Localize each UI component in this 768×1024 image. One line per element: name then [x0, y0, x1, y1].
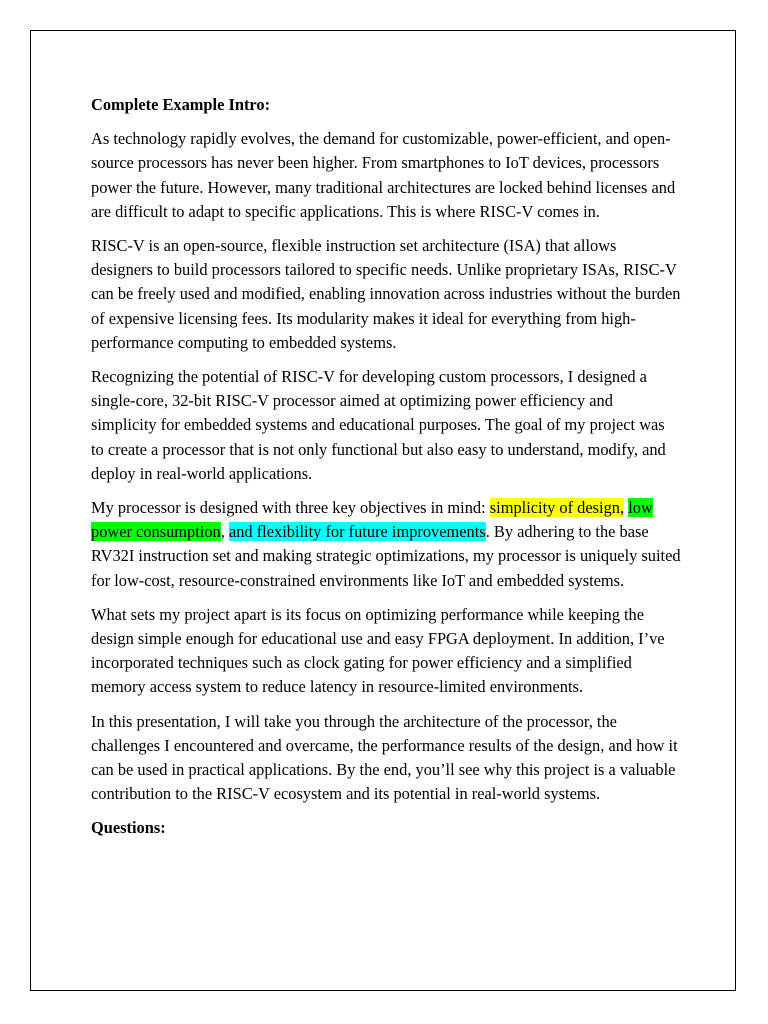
document-page	[30, 30, 736, 991]
paragraph-1: As technology rapidly evolves, the demand for customizable, power-efficient, and open-source processors has never been higher. From smartphones to IoT devices, processors power the future. However, many traditional architectures are locked behind licenses and are difficult to adapt to specific applications. This is where RISC-V comes in.	[91, 129, 676, 221]
questions-heading: Questions:	[91, 818, 166, 838]
paragraph-4	[91, 496, 681, 593]
paragraph-5: What sets my project apart is its focus on optimizing performance while keeping the design simple enough for educational use and easy FPGA deployment. In addition, I’ve incorporated techniques such as clock gating for power efficiency and a simplified memory access system to reduce latency in resource-limited environments.	[91, 604, 665, 697]
highlight-flexibility: and flexibility for future improvements	[228, 522, 486, 542]
paragraph-2: RISC-V is an open-source, flexible instruction set architecture (ISA) that allows designers to build processors tailored to specific needs. Unlike proprietary ISAs, RISC-V can be freely used and modified, enabling innovation across industries without the burden of expensive licensing fees. Its modularity makes it ideal for everything from high-performance computing to embedded systems.	[91, 236, 681, 352]
paragraph-3: Recognizing the potential of RISC-V for developing custom processors, I designed a single-core, 32-bit RISC-V processor aimed at optimizing power efficiency and simplicity for embedded systems and educational purposes. The goal of my project was to create a processor that is not only functional but also easy to understand, modify, and deploy in real-world applications.	[91, 367, 666, 483]
paragraph-6: In this presentation, I will take you through the architecture of the processor, the challenges I encountered and overcame, the performance results of the design, and how it can be used in practical applications. By the end, you’ll see why this project is a valuable contribution to the RISC-V ecosystem and its potential in real-world systems.	[91, 711, 678, 804]
paragraph-4-comma: ,	[220, 522, 229, 542]
paragraph-4-lead: My processor is designed with three key objectives in mind:	[91, 498, 490, 518]
paragraph-4-tail: . By adhering to the base RV32I instruction set and making strategic optimizations, my processor is uniquely suited for low-cost, resource-constrained environments like IoT and embedded systems.	[91, 522, 681, 590]
highlight-low-power: low power consumption	[91, 498, 653, 542]
highlight-simplicity: simplicity of design,	[489, 498, 625, 518]
document-body	[91, 93, 681, 851]
intro-heading: Complete Example Intro:	[91, 95, 271, 114]
